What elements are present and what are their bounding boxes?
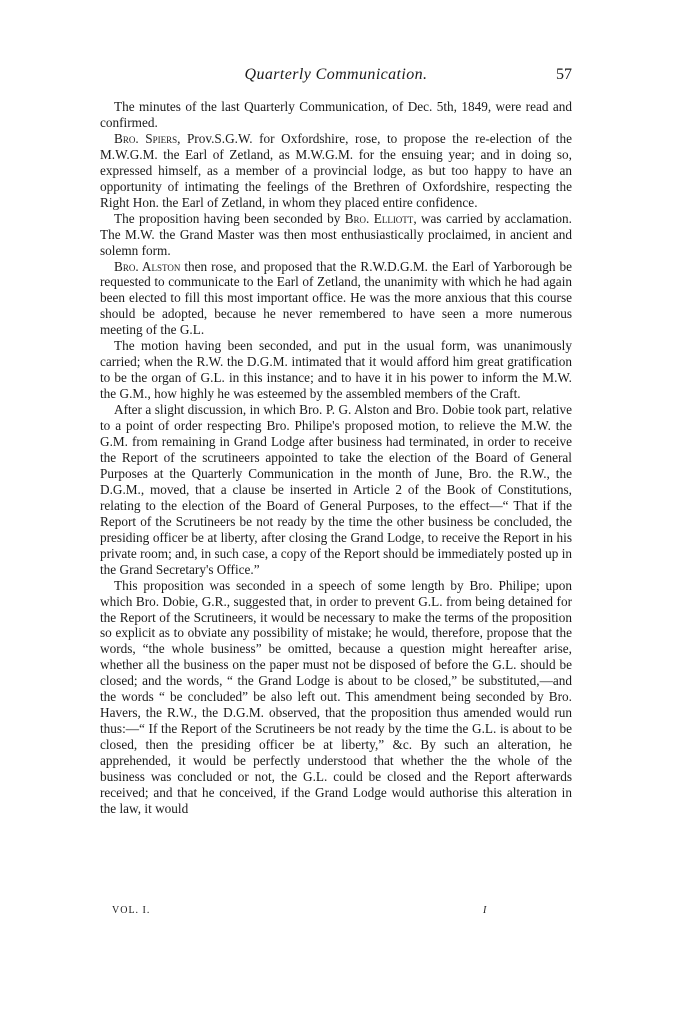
paragraph-text: After a slight discussion, in which Bro. P. G. Alston and Bro. Dobie took part, relative to a point of order respecting Bro. Philipe's proposed motion, to relieve the M.W. the G.M. from remaining in Grand Lodge after business had terminated, in order to receive the Report of the scrutineers appointed to take the election of the Board of General Purposes at the Quarterly Communication in the month of June, Bro. the R.W., the D.G.M., moved, that a clause be inserted in Article 2 of the Book of Constitutions, relating to the election of the Board of General Purposes, to the effect—“ That if the Report of the Scrutineers be not ready by the time the other business be concluded, the presiding officer be at liberty, after closing the Grand Lodge, to receive the Report in his private room; and, in such case, a copy of the Report should be immediately posted up in the Grand Secretary's Office.” bbox=[100, 402, 572, 577]
paragraph-text: then rose, and proposed that the R.W.D.G.M. the Earl of Yarborough be requested to communicate to the Earl of Zetland, the unanimity with which he had again been elected to fill this most important office. He was the more anxious that this course should be adopted, because he never remembered to have seen a more numerous meeting of the G.L. bbox=[100, 258, 573, 338]
paragraph-text: This proposition was seconded in a speech of some length by Bro. Philipe; upon which Bro. Dobie, G.R., suggested that, in order to prevent G.L. from being detained for the Report of the Scrutineers, it would be necessary to make the terms of the proposition so explicit as to obviate any possibility of mistake; he would, therefore, propose that the words, “the whole business” be omitted, because a question might hereafter arise, whether all the business on the paper must not be disposed of before the G.L. should be closed; and the words, “ the Grand Lodge is about to be closed,” be substituted,—and the words “ be concluded” be also left out. This amendment being seconded by Bro. Havers, the R.W., the D.G.M. observed, that the proposition thus amended would run thus:—“ If the Report of the Scrutineers be not ready by the time the G.L. is about to be closed, then the presiding officer be at liberty,” &c. By such an alteration, he apprehended, it would be perfectly understood that whether the the whole of the business was concluded or not, the G.L. could be closed and the Report afterwards received; and that he conceived, if the Grand Lodge would authorise this alteration in the law, it would bbox=[100, 577, 572, 816]
paragraph-motion-carried bbox=[100, 338, 572, 402]
body-text bbox=[100, 99, 572, 817]
paragraph-spiers-proposal bbox=[100, 131, 572, 211]
paragraph-text: The minutes of the last Quarterly Communication, of Dec. 5th, 1849, were read and confirmed. bbox=[100, 99, 572, 130]
paragraph-minutes bbox=[100, 99, 572, 131]
page-number: 57 bbox=[556, 66, 572, 83]
page-footer bbox=[100, 905, 572, 919]
speaker-name: Bro. Alston bbox=[114, 258, 181, 274]
speaker-name: Bro. Spiers bbox=[114, 130, 178, 146]
paragraph-alston-proposal bbox=[100, 259, 572, 339]
paragraph-text: , Prov.S.G.W. for Oxfordshire, rose, to propose the re-election of the M.W.G.M. the Earl of Zetland, as M.W.G.M. for the ensuing year; and in doing so, expressed himself, as a member of a provincial lodge, as but too happy to have an opportunity of intimating the feelings of the Brethren of Oxfordshire, respecting the Right Hon. the Earl of Zetland, in whom they placed entire confidence. bbox=[100, 130, 572, 210]
volume-marker: VOL. I. bbox=[112, 905, 151, 916]
paragraph-text: , was carried by acclamation. The M.W. the Grand Master was then most enthusiastically proclaimed, in ancient and solemn form. bbox=[100, 210, 572, 258]
paragraph-amendment bbox=[100, 578, 572, 817]
paragraph-text-lead: The proposition having been seconded by bbox=[114, 210, 345, 226]
paragraph-discussion bbox=[100, 402, 572, 577]
speaker-name: Bro. Elliott bbox=[344, 210, 414, 226]
paragraph-acclamation bbox=[100, 211, 572, 259]
paragraph-text: The motion having been seconded, and put in the usual form, was unanimously carried; when the R.W. the D.G.M. intimated that it would afford him great gratification to be the organ of G.L. in this instance; and to have it in his power to inform the M.W. the G.M., how highly he was esteemed by the assembled members of the Craft. bbox=[100, 338, 572, 402]
page-header bbox=[100, 66, 572, 88]
running-title: Quarterly Communication. bbox=[244, 66, 428, 83]
signature-mark: I bbox=[483, 905, 488, 916]
